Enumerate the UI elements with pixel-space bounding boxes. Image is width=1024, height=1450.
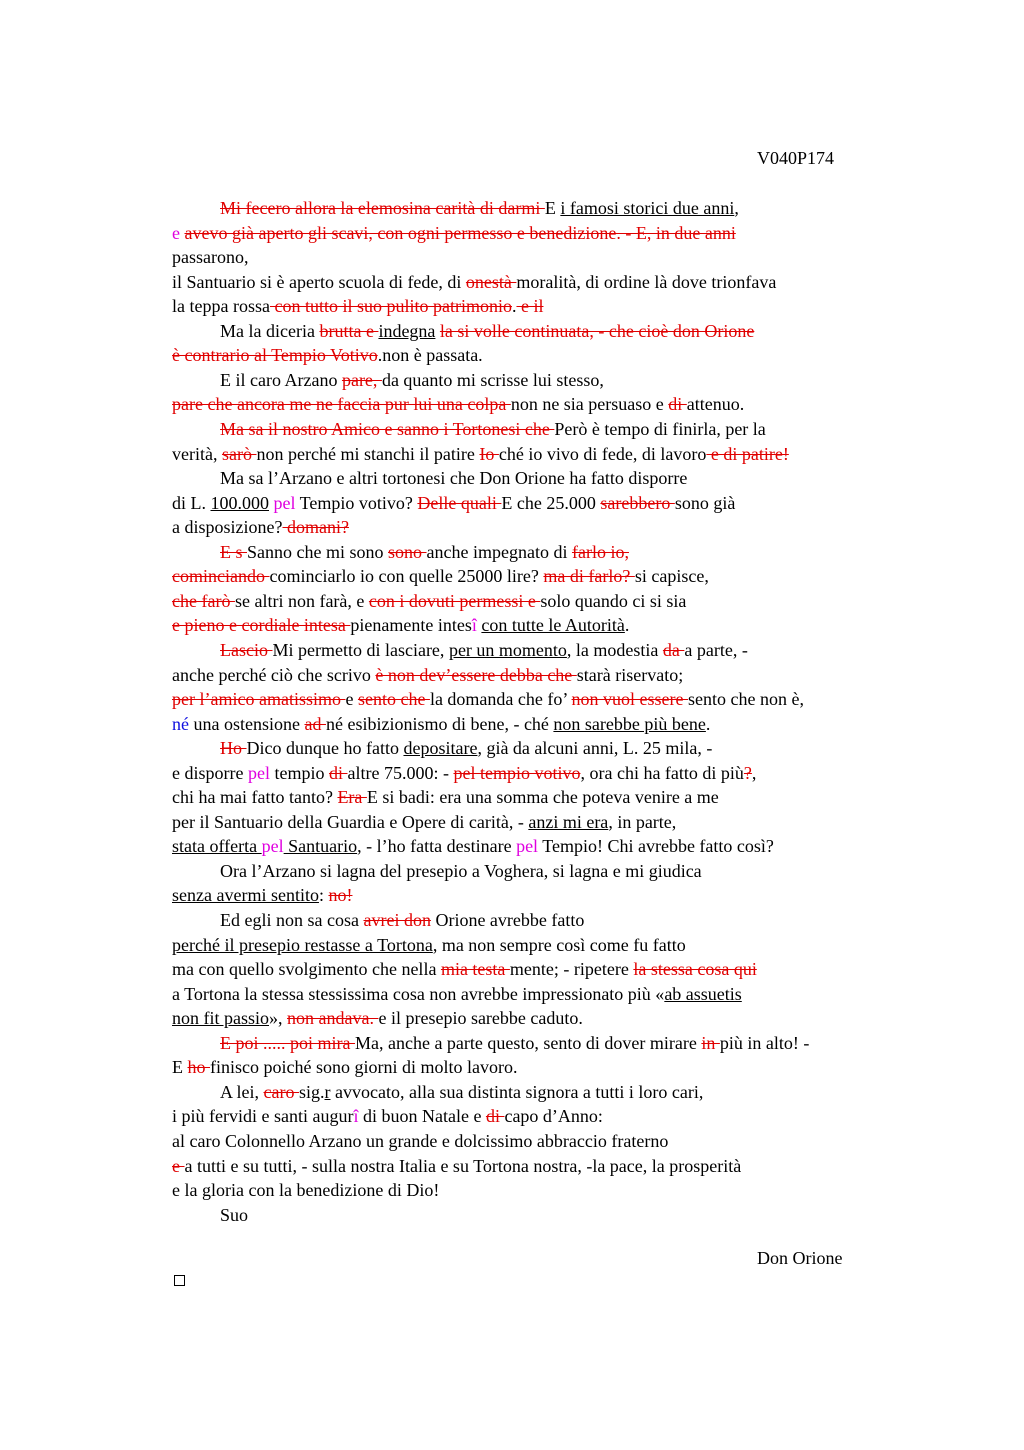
text-run: , ora chi ha fatto di più bbox=[580, 762, 744, 783]
deleted-text: Mi fecero allora la elemosina carità di darmi bbox=[220, 198, 545, 218]
text-line bbox=[220, 1204, 248, 1226]
text-run: E bbox=[544, 198, 561, 218]
end-mark-box bbox=[174, 1275, 185, 1286]
text-line bbox=[172, 786, 719, 808]
deleted-text: sarebbero bbox=[600, 492, 675, 513]
text-run: da quanto mi scrisse lui stesso, bbox=[381, 369, 604, 390]
text-run: , in parte, bbox=[608, 811, 677, 832]
text-run: Ma la diceria bbox=[220, 320, 320, 341]
text-line bbox=[172, 1007, 583, 1029]
deleted-text: no! bbox=[328, 885, 353, 906]
inserted-text: pel bbox=[516, 836, 539, 857]
text-run: sono già bbox=[674, 492, 736, 513]
text-run: cominciarlo io con quelle 25000 lire? bbox=[269, 566, 544, 587]
deleted-text: e bbox=[172, 1155, 185, 1176]
text-run: pienamente intes bbox=[350, 615, 472, 636]
text-run: la teppa rossa bbox=[172, 296, 270, 317]
text-run: Sanno che mi sono bbox=[247, 541, 388, 562]
underlined-text: 100.000 bbox=[210, 492, 269, 513]
text-line bbox=[172, 664, 683, 686]
text-line bbox=[220, 418, 766, 440]
deleted-text: non andava. bbox=[287, 1008, 379, 1029]
text-run: il Santuario si è aperto scuola di fede, di bbox=[172, 271, 466, 292]
text-run: , ma non sempre così come fu fatto bbox=[432, 934, 686, 955]
text-run: Ora l’Arzano si lagna del presepio a Voghera, si lagna e mi giudica bbox=[220, 860, 702, 881]
deleted-text: Ho bbox=[220, 738, 247, 759]
deleted-text: non vuol essere bbox=[571, 689, 689, 709]
underlined-text: indegna bbox=[378, 320, 436, 341]
text-run: una ostensione bbox=[189, 713, 305, 734]
deleted-text: mia testa bbox=[440, 959, 510, 980]
deleted-text: e di patire! bbox=[706, 443, 789, 464]
deleted-text: pare che ancora me ne faccia pur lui una colpa bbox=[172, 394, 511, 415]
text-run: avvocato, alla sua distinta signora a tutti i loro cari, bbox=[330, 1081, 704, 1102]
text-run: Suo bbox=[220, 1204, 249, 1225]
deleted-text: ? bbox=[743, 762, 752, 783]
text-run: altre 75.000: - bbox=[347, 762, 454, 783]
text-run: Ma sa l’Arzano e altri tortonesi che Don Orione ha fatto disporre bbox=[220, 468, 688, 489]
text-run: Mi permetto di lasciare, bbox=[272, 639, 449, 660]
document-reference: V040P174 bbox=[757, 148, 835, 168]
deleted-text: con tutto il suo pulito patrimonio bbox=[269, 296, 512, 317]
text-run: : bbox=[318, 885, 329, 906]
text-line bbox=[220, 197, 739, 219]
text-line bbox=[172, 271, 776, 293]
deleted-text: la stessa cosa qui bbox=[633, 959, 757, 980]
text-line bbox=[172, 1155, 741, 1177]
text-run: chi ha mai fatto tanto? bbox=[172, 787, 338, 808]
deleted-text: avrei don bbox=[363, 910, 431, 930]
underlined-text: ab assuetis bbox=[664, 983, 742, 1004]
text-run: Ma, anche a parte questo, sento di dover mirare bbox=[354, 1032, 702, 1053]
text-line bbox=[172, 1130, 668, 1152]
text-line bbox=[220, 860, 702, 882]
text-run: anche perché ciò che scrivo bbox=[172, 664, 376, 685]
text-run: passarono, bbox=[172, 247, 249, 268]
deleted-text: onestà bbox=[465, 271, 517, 292]
text-run: Però è tempo di finirla, per la bbox=[554, 419, 766, 439]
deleted-text: Delle quali bbox=[417, 492, 502, 513]
text-run: e bbox=[345, 689, 358, 709]
deleted-text: cominciando bbox=[172, 566, 270, 587]
text-run: Tempio! Chi avrebbe fatto così? bbox=[538, 836, 774, 857]
text-run: di L. bbox=[172, 492, 211, 513]
deleted-text: sento che bbox=[357, 689, 430, 709]
inserted-text: e bbox=[172, 222, 185, 243]
text-line bbox=[172, 811, 676, 833]
deleted-text: di bbox=[485, 1106, 505, 1127]
text-run: moralità, di ordine là dove trionfava bbox=[516, 271, 777, 292]
text-run: attenuo. bbox=[686, 394, 745, 415]
text-run: . bbox=[705, 713, 711, 734]
text-run: , bbox=[751, 762, 757, 783]
underlined-text: i famosi storici due anni bbox=[560, 198, 735, 218]
deleted-text: di bbox=[328, 762, 348, 783]
underlined-text: depositare bbox=[403, 738, 478, 759]
deleted-text: sarò bbox=[221, 443, 257, 464]
deleted-text: è contrario al bbox=[172, 345, 272, 366]
text-run: anche impegnato di bbox=[426, 541, 572, 562]
text-run: solo quando ci si sia bbox=[540, 590, 687, 611]
inserted-text: î bbox=[353, 1106, 359, 1127]
text-run: .non è passata. bbox=[377, 345, 483, 366]
deleted-text: ad bbox=[304, 713, 326, 734]
underlined-text: stata offerta bbox=[172, 836, 262, 857]
deleted-text: Io bbox=[479, 443, 499, 464]
text-run: a tutti e su tutti, - sulla nostra Italia e su Tortona nostra, -la pace, la prosperità bbox=[184, 1155, 742, 1176]
text-run: mente; - ripetere bbox=[509, 959, 634, 980]
deleted-text: in bbox=[701, 1032, 720, 1053]
deleted-text: caro bbox=[263, 1081, 299, 1102]
deleted-text: con i dovuti permessi e bbox=[368, 590, 541, 611]
inserted-text-blue: né bbox=[172, 713, 189, 734]
deleted-text: Lascio bbox=[220, 639, 273, 660]
text-run: a Tortona la stessa stessissima cosa non avrebbe impressionato più « bbox=[172, 983, 665, 1004]
underlined-text: perché il presepio restasse a Tortona bbox=[172, 934, 433, 955]
deleted-text: farlo io, bbox=[571, 541, 629, 562]
inserted-text: î bbox=[471, 615, 477, 636]
deleted-text: brutta e bbox=[319, 320, 379, 341]
text-run: se altri non farà, e bbox=[234, 590, 369, 611]
inserted-text: pel bbox=[261, 836, 284, 857]
deleted-text: Tempio Votivo bbox=[271, 345, 378, 366]
text-run: tempio bbox=[269, 762, 329, 783]
text-run: . bbox=[624, 615, 630, 636]
text-line bbox=[172, 1056, 517, 1078]
text-line bbox=[220, 541, 629, 563]
text-run: si capisce, bbox=[634, 566, 709, 587]
text-line bbox=[220, 737, 712, 759]
deleted-text: ho bbox=[187, 1057, 210, 1078]
text-line bbox=[220, 467, 687, 489]
underlined-text: r bbox=[324, 1081, 331, 1102]
text-run: E bbox=[172, 1057, 188, 1078]
text-run: , già da alcuni anni, L. 25 mila, - bbox=[477, 738, 713, 759]
deleted-text: E poi ..... poi mira bbox=[220, 1032, 355, 1053]
text-run: A lei, bbox=[220, 1081, 264, 1102]
text-line bbox=[172, 246, 248, 268]
text-run: verità, bbox=[172, 443, 222, 464]
text-run: Ed egli non sa cosa bbox=[220, 910, 364, 930]
text-line bbox=[172, 688, 804, 710]
text-line bbox=[220, 909, 584, 931]
underlined-text: non fit passio bbox=[172, 1008, 269, 1029]
deleted-text: è non dev’essere debba che bbox=[375, 664, 577, 685]
text-line bbox=[172, 222, 736, 244]
underlined-text: con tutte le Autorità bbox=[481, 615, 625, 636]
text-run: non perché mi stanchi il patire bbox=[256, 443, 480, 464]
text-line bbox=[172, 393, 744, 415]
deleted-text: che farò bbox=[172, 590, 235, 611]
text-run: al caro Colonnello Arzano un grande e dolcissimo abbraccio fraterno bbox=[172, 1130, 669, 1151]
text-run: sig. bbox=[298, 1081, 325, 1102]
text-line bbox=[172, 884, 352, 906]
deleted-text: domani? bbox=[282, 517, 349, 538]
text-run: né esibizionismo di bene, - ché bbox=[325, 713, 554, 734]
text-line bbox=[172, 762, 756, 784]
text-line bbox=[172, 443, 789, 465]
text-line bbox=[172, 565, 709, 587]
text-line bbox=[220, 639, 748, 661]
text-line bbox=[172, 295, 543, 317]
text-run: a disposizione? bbox=[172, 517, 283, 538]
underlined-text: non sarebbe più bene bbox=[553, 713, 706, 734]
text-line bbox=[220, 1081, 703, 1103]
deleted-text: pel tempio votivo bbox=[453, 762, 581, 783]
text-run: a parte, - bbox=[684, 639, 748, 660]
deleted-text: Ma sa il nostro Amico e sanno i Tortonesi che bbox=[220, 419, 555, 439]
deleted-text: Era bbox=[337, 787, 367, 808]
deleted-text: sono bbox=[388, 541, 427, 562]
text-run: E che 25.000 bbox=[501, 492, 601, 513]
text-line bbox=[172, 1105, 603, 1127]
deleted-text: da bbox=[662, 639, 685, 660]
signature: Don Orione bbox=[757, 1248, 843, 1268]
text-run: , bbox=[734, 198, 739, 218]
text-run: starà riservato; bbox=[576, 664, 684, 685]
text-line bbox=[172, 983, 742, 1005]
text-run: la domanda che fo’ bbox=[429, 689, 572, 709]
text-run: non ne sia persuaso e bbox=[510, 394, 669, 415]
text-run: , la modestia bbox=[566, 639, 663, 660]
underlined-text: senza avermi sentito bbox=[172, 885, 319, 906]
text-line bbox=[172, 344, 483, 366]
inserted-text: pel bbox=[273, 492, 296, 513]
text-run: , - l’ho fatta destinare bbox=[357, 836, 517, 857]
text-run: capo d’Anno: bbox=[504, 1106, 603, 1127]
text-line bbox=[172, 516, 349, 538]
text-run: sento che non è, bbox=[688, 689, 804, 709]
text-run: i più fervidi e santi augur bbox=[172, 1106, 354, 1127]
deleted-text: pare, bbox=[341, 369, 382, 390]
deleted-text: per l’amico amatissimo bbox=[172, 689, 346, 709]
text-run: Orione avrebbe fatto bbox=[430, 910, 585, 930]
deleted-text: la si volle continuata, - che cioè don Orione bbox=[439, 320, 755, 341]
text-run: per il Santuario della Guardia e Opere di carità, - bbox=[172, 811, 529, 832]
deleted-text: e il bbox=[516, 296, 544, 317]
text-run: E si badi: era una somma che poteva venire a me bbox=[366, 787, 719, 808]
text-line bbox=[172, 934, 686, 956]
text-line bbox=[172, 713, 710, 735]
text-line bbox=[172, 1179, 439, 1201]
deleted-text: di bbox=[668, 394, 687, 415]
text-run: ma con quello svolgimento che nella bbox=[172, 959, 441, 980]
text-line bbox=[220, 320, 754, 342]
text-run: e la gloria con la benedizione di Dio! bbox=[172, 1180, 440, 1200]
text-run: . bbox=[511, 296, 517, 317]
deleted-text: ma di farlo? bbox=[543, 566, 635, 587]
text-line bbox=[172, 835, 774, 857]
text-line bbox=[172, 958, 757, 980]
text-run: E il caro Arzano bbox=[220, 369, 342, 390]
underlined-text: anzi mi era bbox=[528, 811, 609, 832]
text-run: », bbox=[269, 1008, 287, 1029]
underlined-text: per un momento bbox=[448, 639, 567, 660]
text-line bbox=[220, 1032, 809, 1054]
text-run: più in alto! - bbox=[719, 1032, 810, 1053]
text-run: Tempio votivo? bbox=[295, 492, 418, 513]
text-run: finisco poiché sono giorni di molto lavoro. bbox=[210, 1057, 518, 1078]
text-run: Dico dunque ho fatto bbox=[246, 738, 404, 759]
text-line bbox=[172, 492, 735, 514]
text-run: di buon Natale e bbox=[358, 1106, 486, 1127]
deleted-text: avevo già aperto gli scavi, con ogni permesso e benedizione. - E, in due anni bbox=[184, 222, 736, 243]
text-line bbox=[172, 614, 629, 636]
underlined-text: Santuario bbox=[283, 836, 358, 857]
text-line bbox=[172, 590, 686, 612]
inserted-text: pel bbox=[247, 762, 270, 783]
text-run: e disporre bbox=[172, 762, 248, 783]
text-line bbox=[220, 369, 604, 391]
deleted-text: e pieno e cordiale intesa bbox=[172, 615, 351, 636]
deleted-text: E s bbox=[220, 541, 247, 562]
text-run: ché io vivo di fede, di lavoro bbox=[498, 443, 707, 464]
text-run: e il presepio sarebbe caduto. bbox=[378, 1008, 583, 1029]
